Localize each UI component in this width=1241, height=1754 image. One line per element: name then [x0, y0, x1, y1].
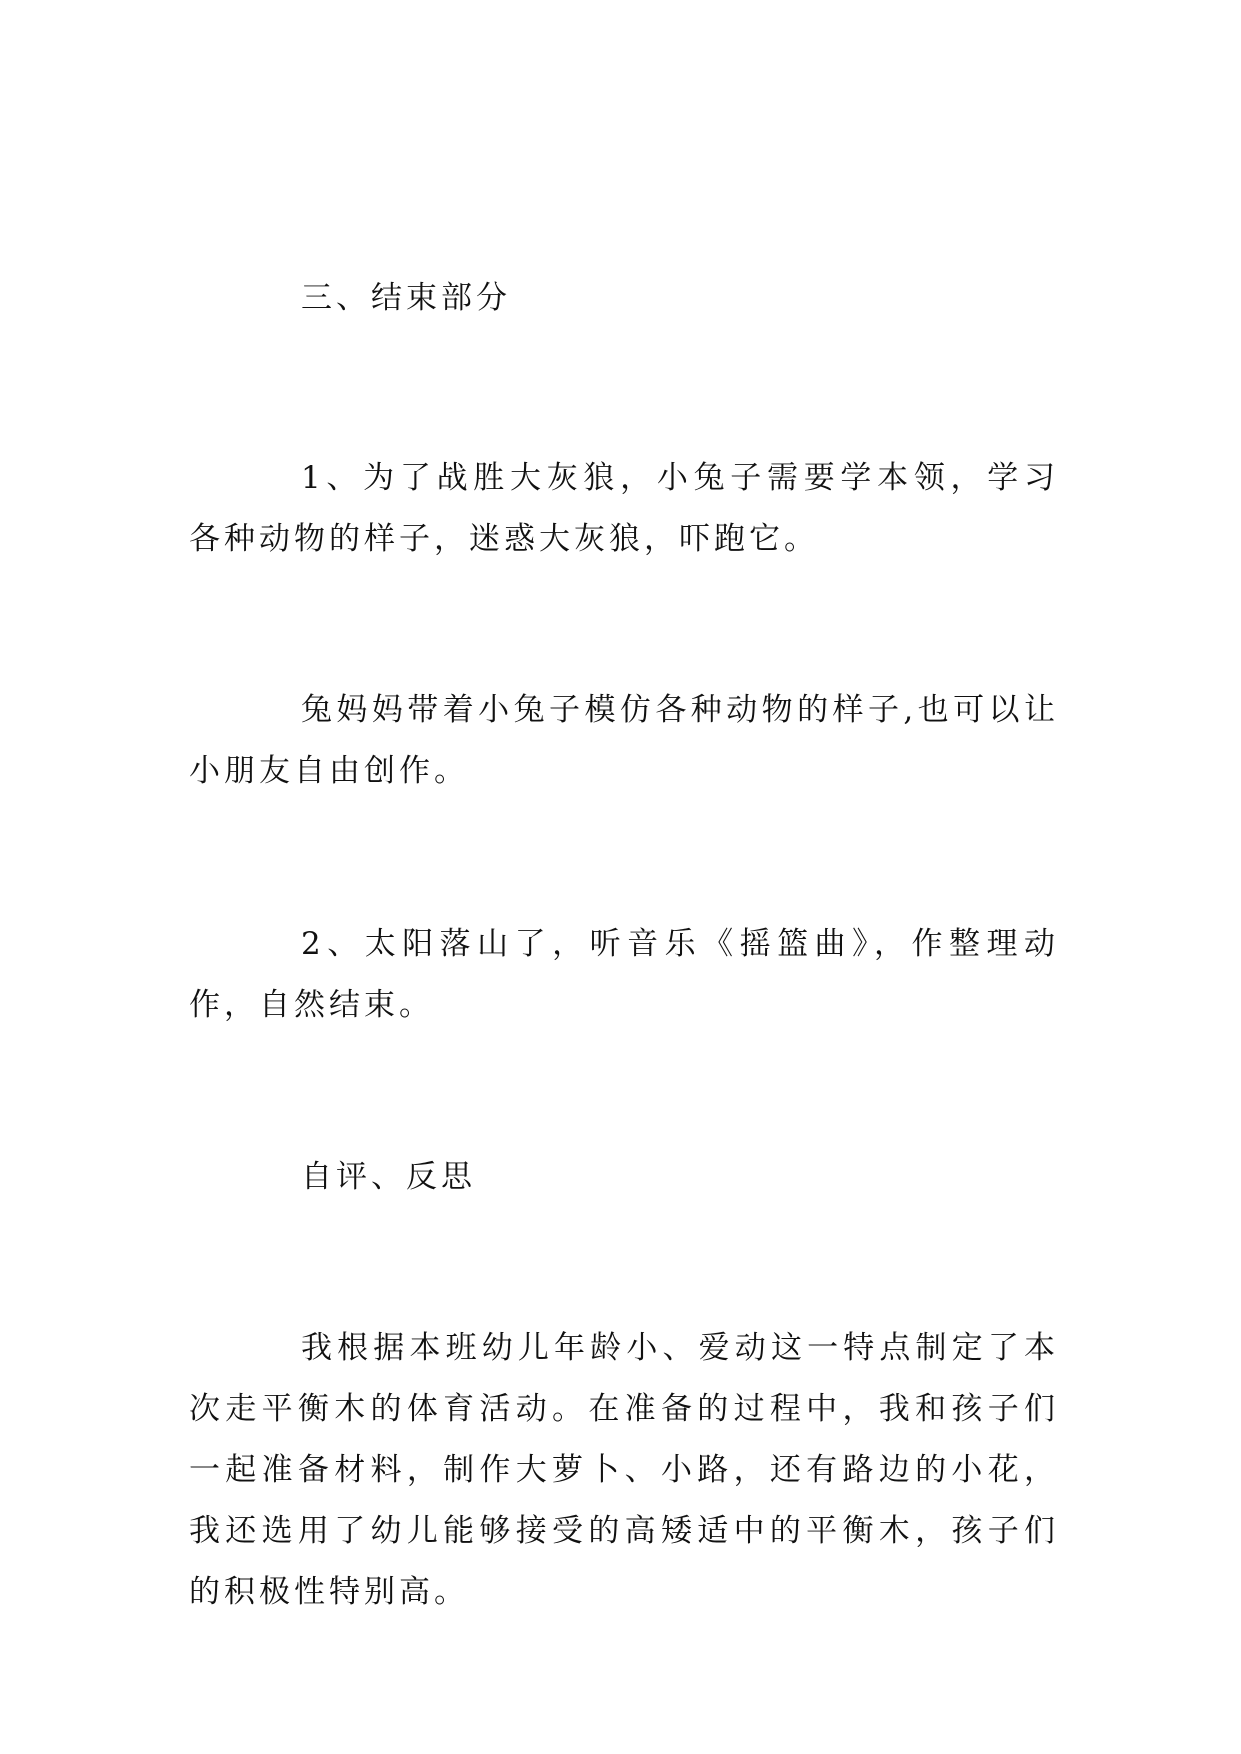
- paragraph-learn-skills: 1、为了战胜大灰狼，小兔子需要学本领，学习各种动物的样子，迷惑大灰狼，吓跑它。: [189, 460, 1059, 557]
- section-heading-ending: 三、结束部分: [301, 280, 511, 316]
- paragraph-imitate-animals: 兔妈妈带着小兔子模仿各种动物的样子,也可以让小朋友自由创作。: [189, 692, 1059, 789]
- paragraph-sunset-lullaby: 2、太阳落山了，听音乐《摇篮曲》，作整理动作，自然结束。: [189, 926, 1059, 1023]
- section-heading-reflection: 自评、反思: [301, 1159, 476, 1195]
- paragraph-reflection-body: 我根据本班幼儿年龄小、爱动这一特点制定了本次走平衡木的体育活动。在准备的过程中，我和孩子们一起准备材料，制作大萝卜、小路，还有路边的小花，我还选用了幼儿能够接受的高矮适中的平衡木，孩子们的积极性特别高。: [189, 1330, 1059, 1610]
